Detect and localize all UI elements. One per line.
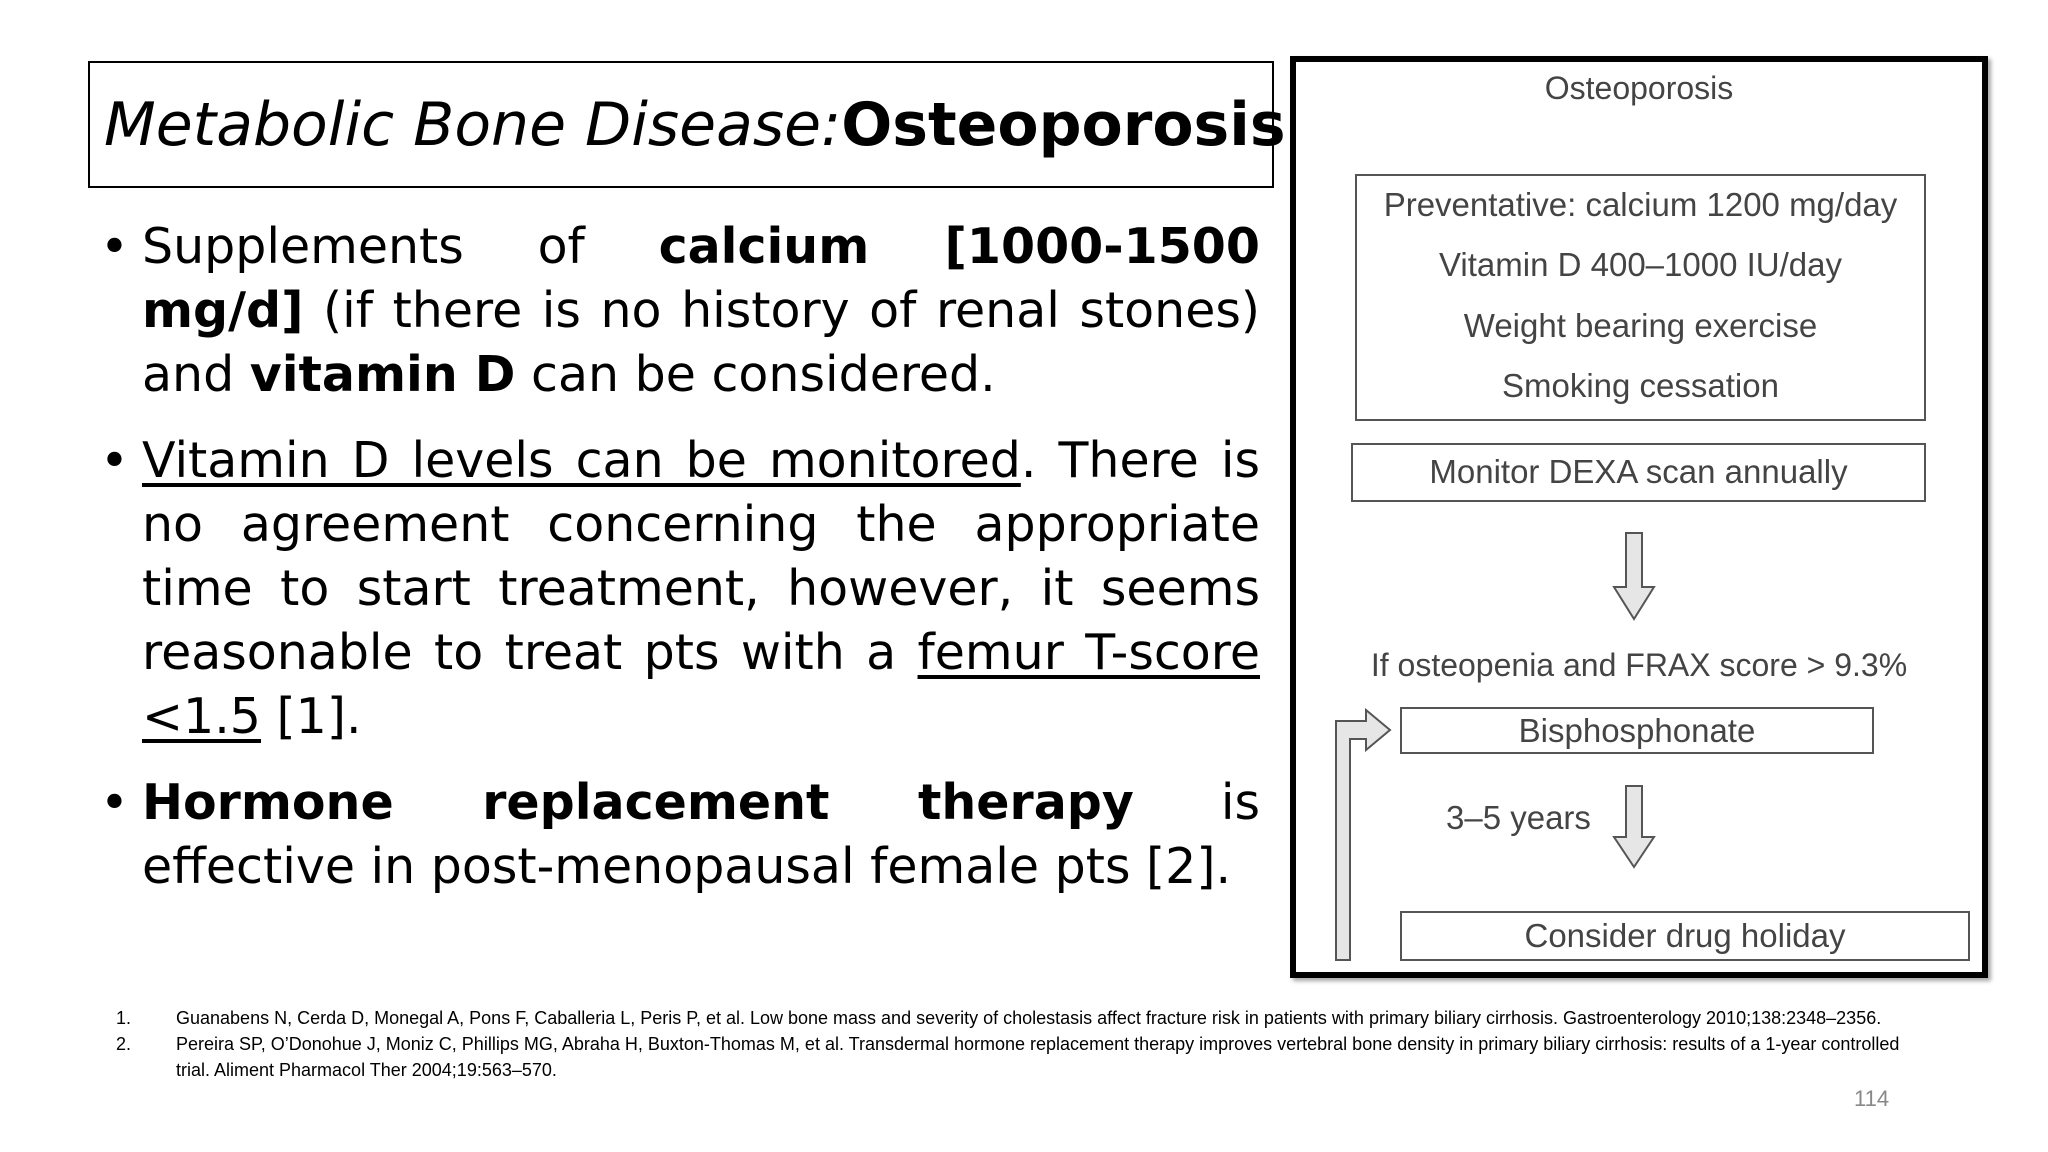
bullet-list bbox=[100, 215, 1260, 921]
reference-text: Pereira SP, O’Donohue J, Moniz C, Phillips MG, Abraha H, Buxton-Thomas M, et al. Transdermal hormone replacement therapy improves vertebral bone density in primary biliary cirrhosis: results of a 1-year controlled trial. Aliment Pharmacol Ther 2004;19:563–570. bbox=[176, 1034, 1900, 1080]
bullet-text: can be considered. bbox=[515, 346, 996, 403]
preventative-line: Preventative: calcium 1200 mg/day bbox=[1383, 186, 1898, 223]
bullet-vitamin-d bbox=[100, 429, 1260, 749]
bullet-emphasis: vitamin D bbox=[249, 346, 516, 403]
reference-number: 1. bbox=[116, 1008, 132, 1028]
bullet-text: (if there is no history of renal stones) and bbox=[142, 282, 1260, 403]
bisphosphonate-label: Bisphosphonate bbox=[1518, 712, 1756, 749]
slide-title bbox=[104, 90, 1286, 160]
flowchart-arrows bbox=[1296, 62, 1982, 972]
page-number: 114 bbox=[1854, 1086, 1890, 1111]
preventative-line: Weight bearing exercise bbox=[1463, 307, 1818, 344]
bullet-text: Supplements of bbox=[142, 218, 659, 275]
drug-holiday-label: Consider drug holiday bbox=[1524, 917, 1846, 954]
reference-item bbox=[116, 1031, 1916, 1083]
preventative-line: Vitamin D 400–1000 IU/day bbox=[1439, 246, 1842, 283]
bullet-emphasis: calcium [1000-1500 mg/d] bbox=[142, 218, 1260, 339]
references bbox=[116, 1005, 1916, 1083]
bullet-emphasis: Hormone replacement therapy bbox=[142, 774, 1134, 831]
condition-label: If osteopenia and FRAX score > 9.3% bbox=[1370, 647, 1908, 683]
title-subject: Osteoporosis bbox=[841, 89, 1286, 160]
preventative-line: Smoking cessation bbox=[1502, 367, 1779, 404]
bullet-text: [1]. bbox=[260, 688, 362, 745]
loop-arrow-icon bbox=[1336, 710, 1390, 960]
flowchart-title: Osteoporosis bbox=[1544, 70, 1734, 106]
reference-number: 2. bbox=[116, 1034, 132, 1054]
bullet-hrt bbox=[100, 771, 1260, 899]
osteoporosis-flowchart bbox=[1290, 56, 1988, 978]
title-box bbox=[88, 61, 1286, 188]
reference-text: Guanabens N, Cerda D, Monegal A, Pons F, Caballeria L, Peris P, et al. Low bone mass and severity of cholestasis affect fracture risk in patients with primary biliary cirrhosis. Gastroenterology 2010;138:2348–2356. bbox=[176, 1008, 1882, 1028]
bullet-underline: femur T-score <1.5 bbox=[142, 624, 1260, 745]
down-arrow-icon bbox=[1614, 786, 1654, 867]
down-arrow-icon bbox=[1614, 533, 1654, 619]
bullet-text: . There is no agreement concerning the appropriate time to start treatment, however, it seems reasonable to treat pts with a bbox=[142, 432, 1260, 681]
duration-label: 3–5 years bbox=[1446, 799, 1591, 836]
title-topic: Metabolic Bone Disease: bbox=[104, 89, 842, 160]
monitor-label: Monitor DEXA scan annually bbox=[1429, 453, 1848, 490]
bullet-calcium bbox=[100, 215, 1260, 407]
bullet-text: is effective in post-menopausal female pts [2]. bbox=[142, 774, 1260, 895]
reference-item bbox=[116, 1005, 1916, 1031]
bullet-underline: Vitamin D levels can be monitored bbox=[142, 432, 1021, 489]
